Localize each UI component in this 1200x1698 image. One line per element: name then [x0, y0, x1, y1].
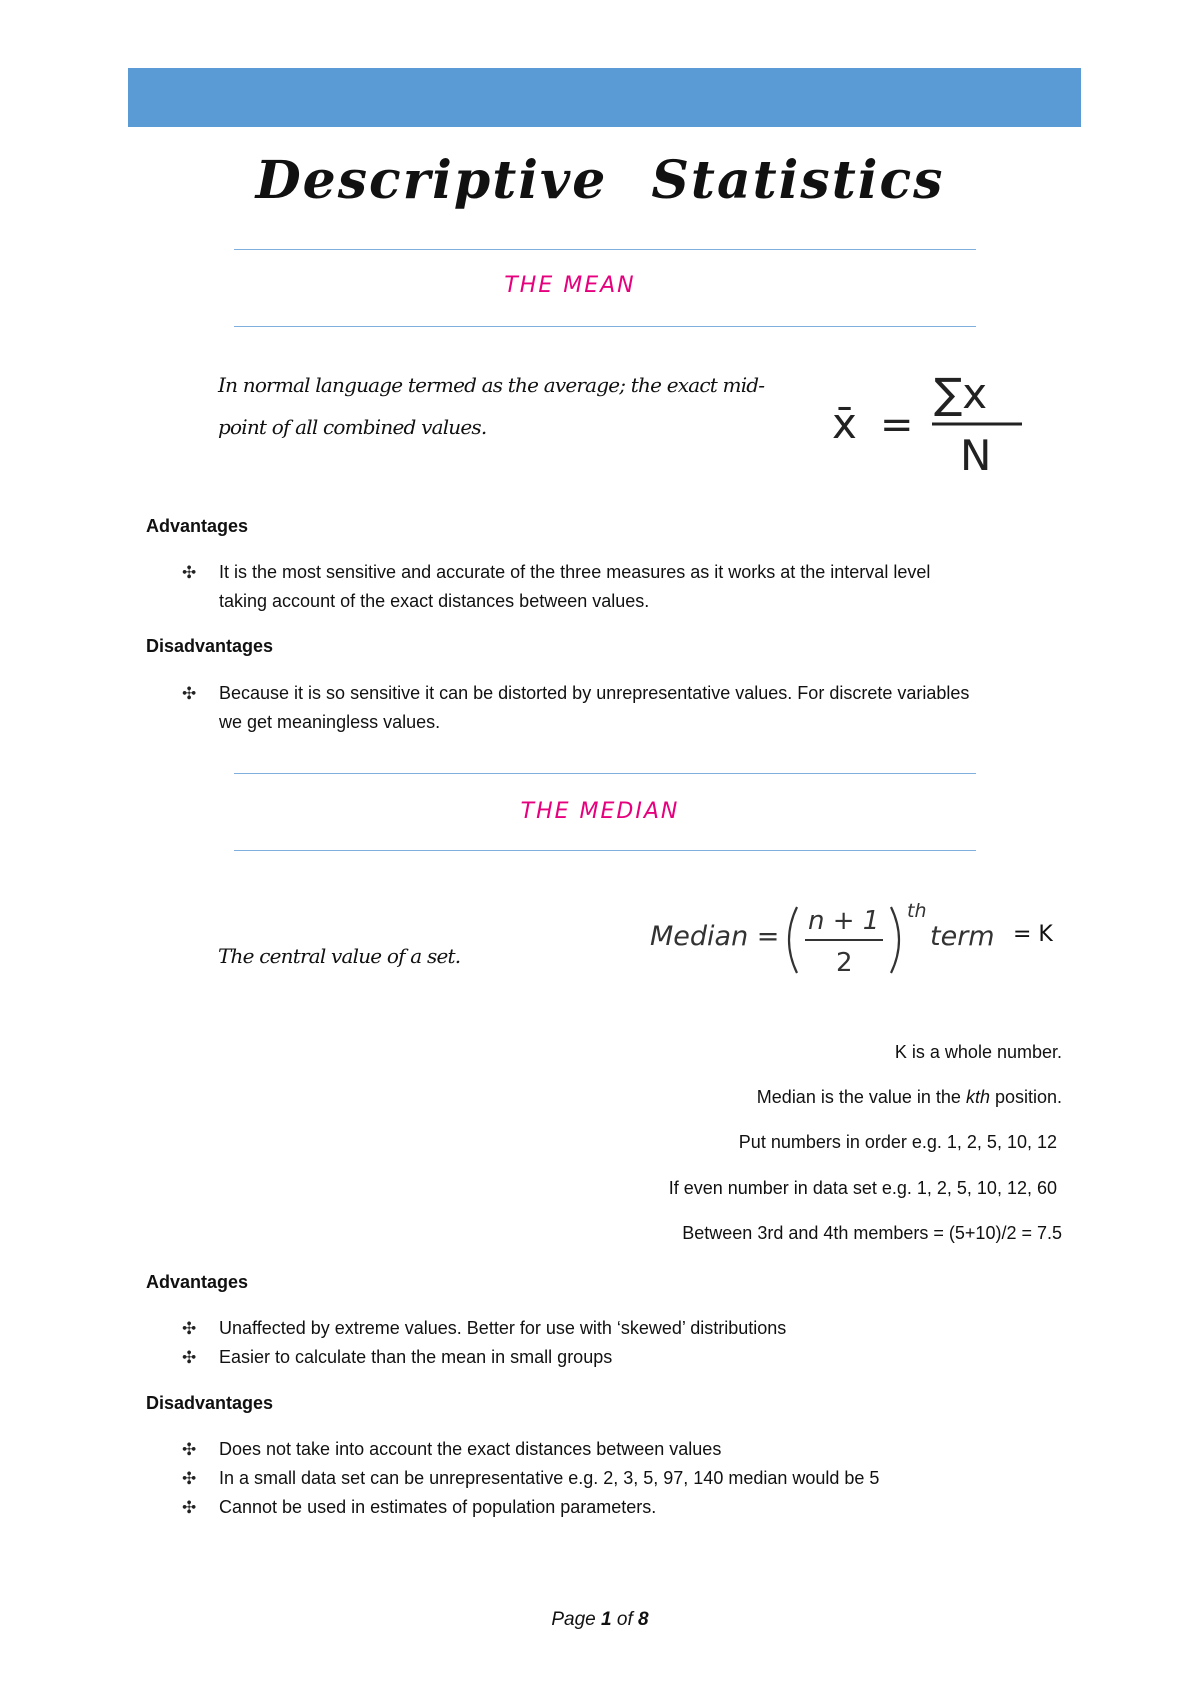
list-item: [182, 1435, 1079, 1464]
list-item-line: we get meaningless values.: [219, 712, 441, 732]
median-disadvantages-list: [182, 1435, 1079, 1522]
note-median-prefix: Median is the value in the: [756, 1087, 966, 1107]
median-formula: [645, 895, 1065, 995]
mean-disadvantages-list: [182, 679, 1099, 737]
mean-heading: THE MEAN: [504, 273, 636, 298]
footer-total-pages: 8: [638, 1609, 649, 1630]
median-intro: The central value of a set.: [218, 944, 461, 968]
mean-formula-numerator: ∑x: [934, 369, 988, 418]
median-bottom-rule: [234, 850, 976, 851]
page-footer: [0, 1609, 1200, 1631]
mean-formula: [822, 360, 1032, 480]
median-formula-denominator: 2: [836, 948, 853, 978]
note-median-position: [757, 1087, 1062, 1108]
list-item: [182, 1314, 1079, 1343]
list-item-text: Unaffected by extreme values. Better for use with ‘skewed’ distributions: [219, 1318, 787, 1338]
mean-intro: [218, 364, 798, 448]
list-item: [182, 558, 1079, 616]
mean-advantages-list: [182, 558, 1079, 616]
median-top-rule: [234, 773, 976, 774]
mean-intro-line-2: point of all combined values.: [218, 415, 487, 439]
note-order: Put numbers in order e.g. 1, 2, 5, 10, 12: [738, 1132, 1057, 1152]
bullet-icon: ✣: [182, 1348, 197, 1367]
list-item-text: Does not take into account the exact distances between values: [219, 1439, 722, 1459]
list-item-line: taking account of the exact distances between values.: [219, 591, 650, 611]
median-formula-term: term: [930, 921, 995, 952]
list-item-line: Because it is so sensitive it can be distorted by unrepresentative values. For discrete variables: [219, 683, 970, 703]
median-formula-numerator: n + 1: [808, 906, 880, 936]
mean-formula-lhs: x̄: [832, 399, 857, 448]
median-formula-result: = K: [1013, 922, 1053, 947]
list-item: [182, 1464, 1079, 1493]
note-k-whole: K is a whole number.: [894, 1042, 1062, 1062]
list-item: [182, 1493, 1079, 1522]
bullet-icon: ✣: [182, 563, 197, 582]
list-item-text: Easier to calculate than the mean in small groups: [219, 1347, 613, 1367]
note-median-suffix: position.: [989, 1087, 1062, 1107]
median-advantages-label: Advantages: [146, 1272, 249, 1292]
mean-formula-denominator: N: [960, 431, 992, 480]
bullet-icon: ✣: [182, 1440, 197, 1459]
mean-advantages-label: Advantages: [146, 516, 249, 536]
note-median-italic: kth: [965, 1087, 990, 1107]
median-formula-right-paren: [891, 907, 899, 973]
mean-top-rule: [234, 249, 976, 250]
bullet-icon: ✣: [182, 1319, 197, 1338]
note-even: If even number in data set e.g. 1, 2, 5, 10, 12, 60: [668, 1178, 1057, 1198]
note-between: Between 3rd and 4th members = (5+10)/2 = 7.5: [682, 1223, 1062, 1243]
median-heading: THE MEDIAN: [520, 799, 680, 824]
list-item: [182, 679, 1099, 737]
median-formula-lhs: Median =: [650, 921, 780, 952]
list-item-text: In a small data set can be unrepresentative e.g. 2, 3, 5, 97, 140 median would be 5: [219, 1468, 880, 1488]
bullet-icon: ✣: [182, 1498, 197, 1517]
list-item-text: Cannot be used in estimates of population parameters.: [219, 1497, 657, 1517]
median-advantages-list: [182, 1314, 1079, 1372]
document-title: Descriptive Statistics: [255, 150, 945, 211]
bullet-icon: ✣: [182, 1469, 197, 1488]
bullet-icon: ✣: [182, 684, 197, 703]
median-disadvantages-label: Disadvantages: [146, 1393, 274, 1413]
footer-of-word: of: [616, 1609, 633, 1630]
median-formula-superscript: th: [907, 900, 927, 922]
footer-page-number: 1: [601, 1609, 612, 1630]
list-item-line: It is the most sensitive and accurate of the three measures as it works at the interval level: [219, 562, 931, 582]
list-item: [182, 1343, 1079, 1372]
footer-page-word: Page: [551, 1609, 596, 1630]
mean-formula-equals: =: [880, 402, 914, 448]
mean-intro-line-1: In normal language termed as the average; the exact mid-: [218, 373, 765, 397]
header-bar: [128, 68, 1081, 127]
median-formula-left-paren: [789, 907, 797, 973]
mean-disadvantages-label: Disadvantages: [146, 636, 274, 656]
mean-bottom-rule: [234, 326, 976, 327]
